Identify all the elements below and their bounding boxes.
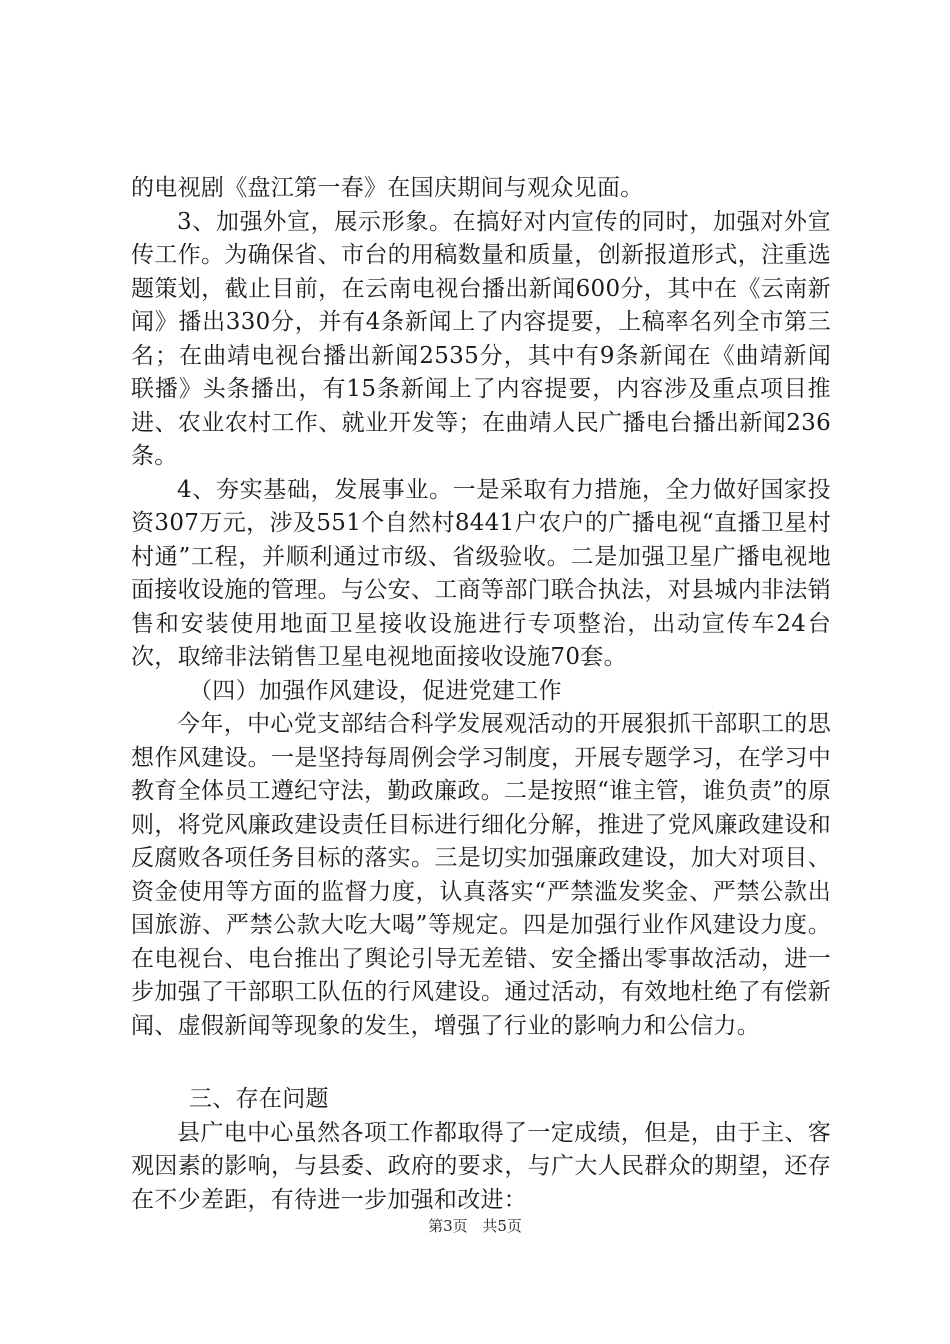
section-heading-party-building: （四）加强作风建设，促进党建工作 [189, 677, 562, 704]
page-number: 第3页 [428, 1217, 468, 1235]
page-total: 共5页 [482, 1217, 522, 1235]
document-body [131, 172, 831, 1217]
paragraph-gap [131, 1043, 831, 1083]
page-footer [0, 1215, 950, 1236]
paragraph-problems: 县广电中心虽然各项工作都取得了一定成绩，但是，由于主、客观因素的影响，与县委、政府的要求，与广大人民群众的期望，还存在不少差距，有待进一步加强和改进： [131, 1119, 831, 1213]
paragraph-external-publicity: 3、加强外宣，展示形象。在搞好对内宣传的同时，加强对外宣传工作。为确保省、市台的用稿数量和质量，创新报道形式，注重选题策划，截止目前，在云南电视台播出新闻600分，其中在《云南新闻》播出330分，并有4条新闻上了内容提要，上稿率名列全市第三名；在曲靖电视台播出新闻2535分，其中有9条新闻在《曲靖新闻联播》头条播出，有15条新闻上了内容提要，内容涉及重点项目推进、农业农村工作、就业开发等；在曲靖人民广播电台播出新闻236条。 [131, 208, 831, 469]
paragraph-consolidate-foundation: 4、夯实基础，发展事业。一是采取有力措施，全力做好国家投资307万元，涉及551个自然村8441户农户的广播电视“直播卫星村村通”工程，并顺利通过市级、省级验收。二是加强卫星广播电视地面接收设施的管理。与公安、工商等部门联合执法，对县城内非法销售和安装使用地面卫星接收设施进行专项整治，出动宣传车24台次，取缔非法销售卫星电视地面接收设施70套。 [131, 476, 831, 670]
paragraph-party-building: 今年，中心党支部结合科学发展观活动的开展狠抓干部职工的思想作风建设。一是坚持每周例会学习制度，开展专题学习，在学习中教育全体员工遵纪守法，勤政廉政。二是按照“谁主管，谁负责”的原则，将党风廉政建设责任目标进行细化分解，推进了党风廉政建设和反腐败各项任务目标的落实。三是切实加强廉政建设，加大对项目、资金使用等方面的监督力度，认真落实“严禁滥发奖金、严禁公款出国旅游、严禁公款大吃大喝”等规定。四是加强行业作风建设力度。在电视台、电台推出了舆论引导无差错、安全播出零事故活动，进一步加强了干部职工队伍的行风建设。通过活动，有效地杜绝了有偿新闻、虚假新闻等现象的发生，增强了行业的影响力和公信力。 [131, 711, 831, 1039]
paragraph-continuation: 的电视剧《盘江第一春》在国庆期间与观众见面。 [131, 175, 644, 201]
section-heading-problems: 三、存在问题 [189, 1086, 329, 1112]
